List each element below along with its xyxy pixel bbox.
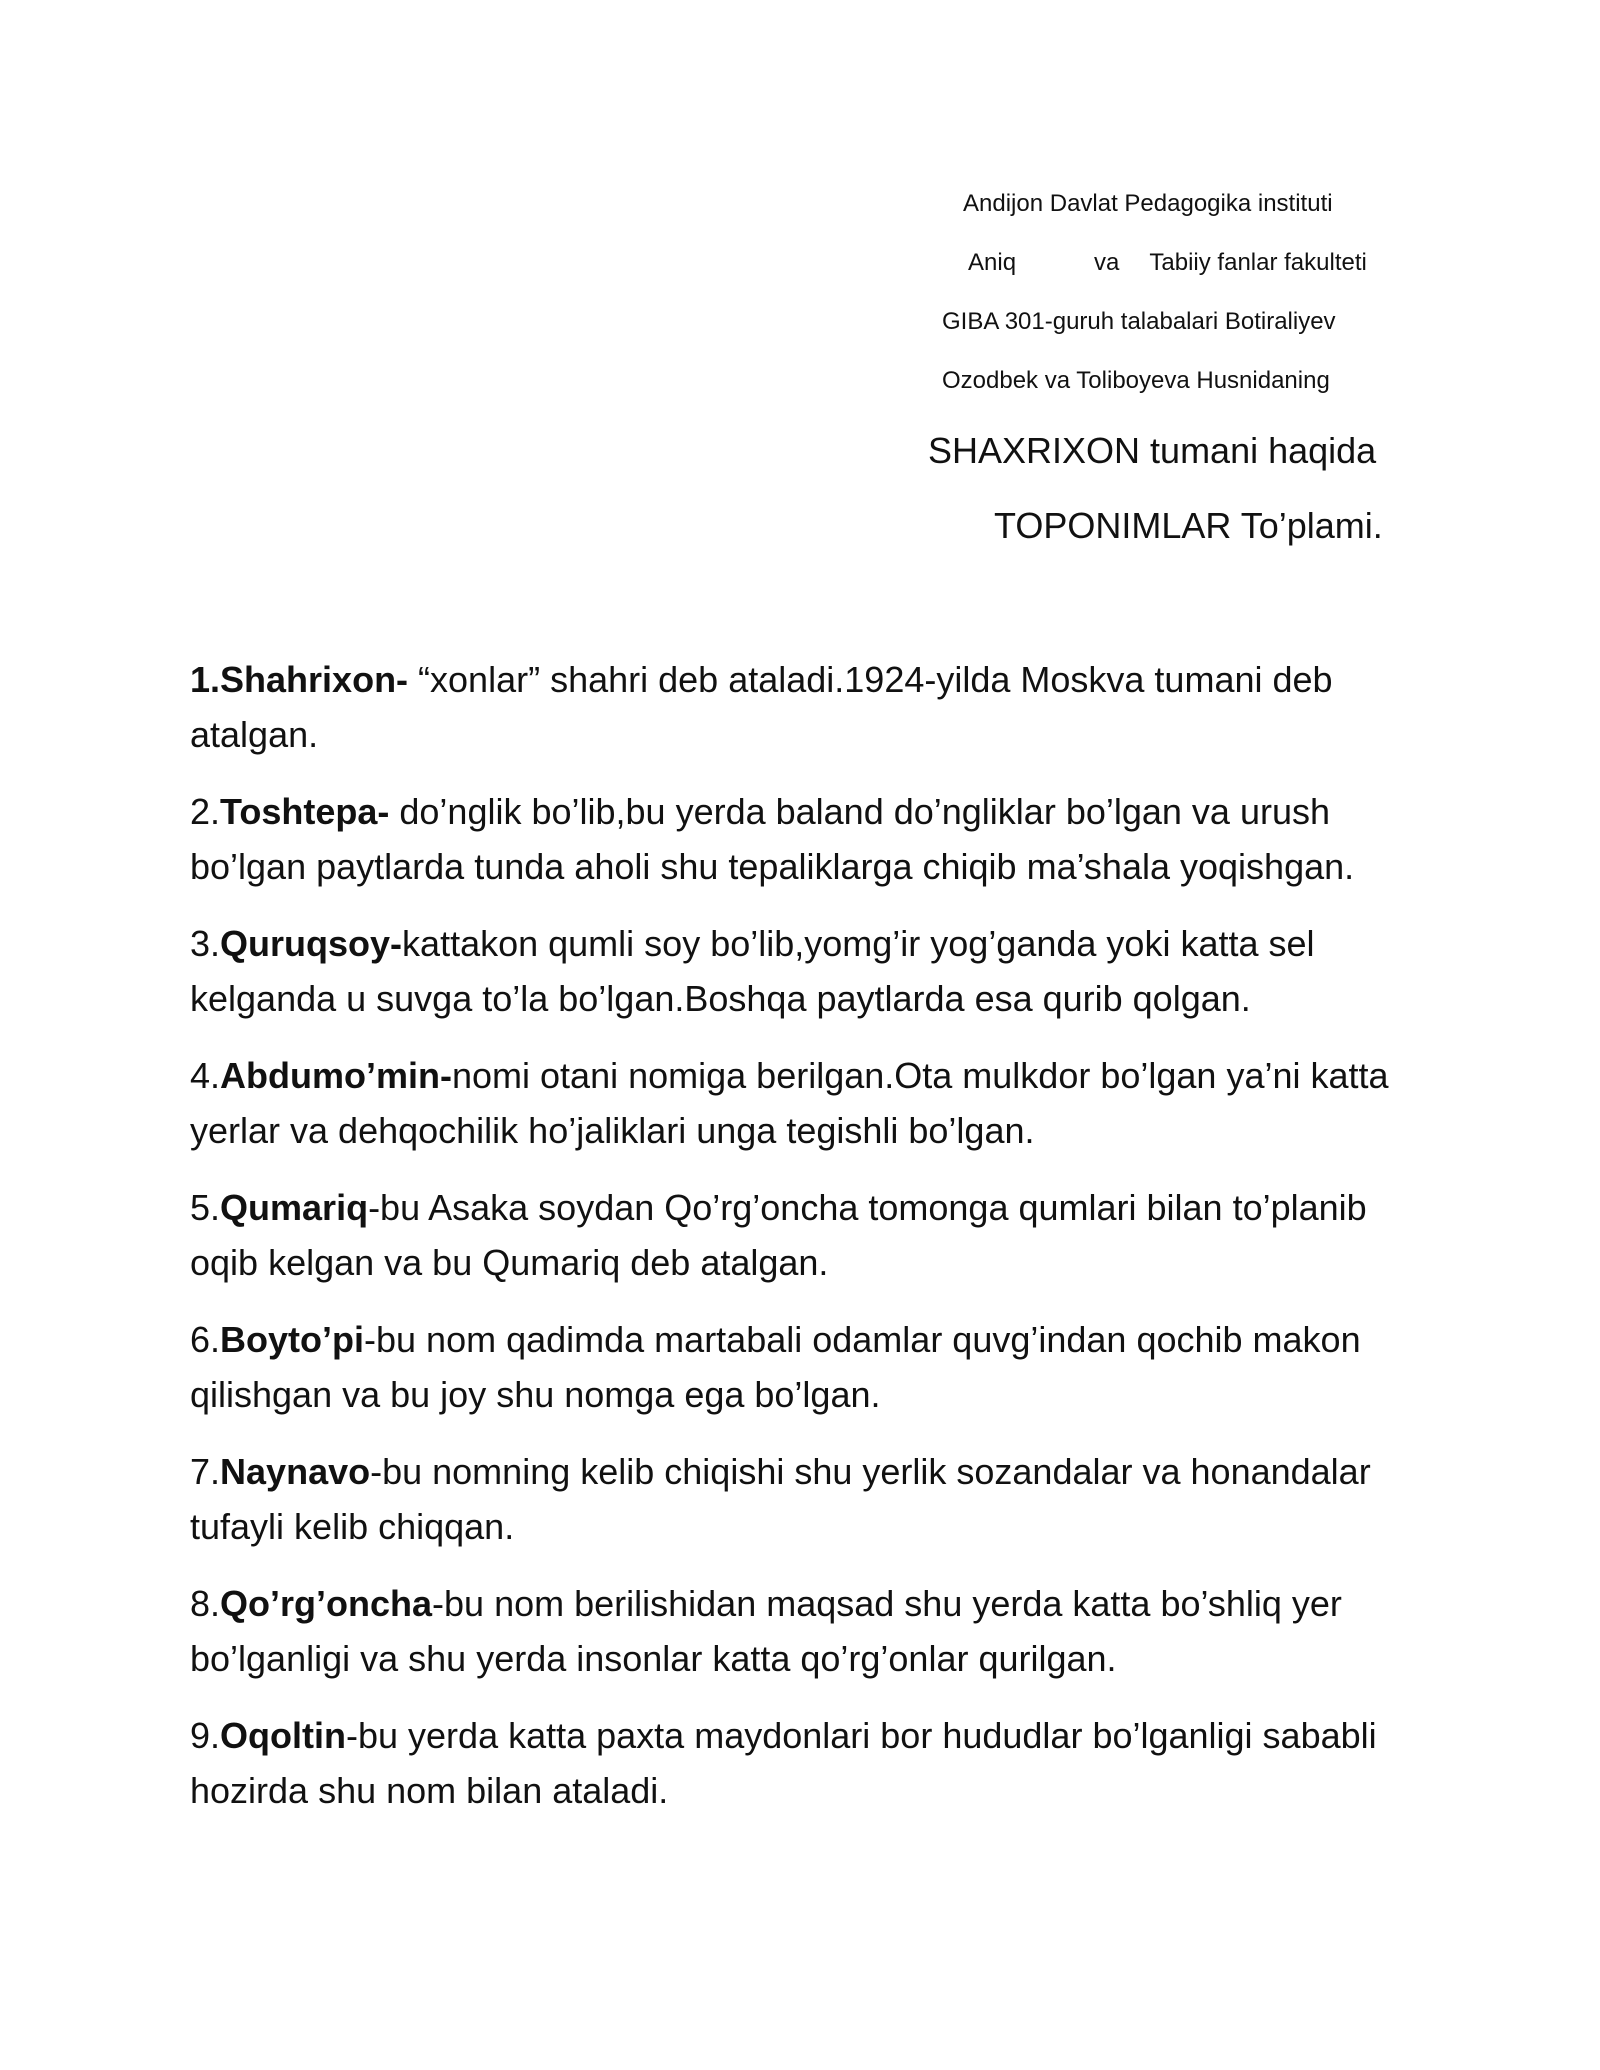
entry-number: 9. <box>190 1715 221 1756</box>
document-title-line-2: TOPONIMLAR To’plami. <box>994 505 1383 546</box>
entry-text: do’nglik bo’lib,bu yerda baland do’ngliklar bo’lgan va urush bo’lgan paytlarda tunda aholi shu tepaliklarga chiqib ma’shala yoqishgan. <box>190 791 1355 887</box>
toponym-entry <box>190 1576 1430 1686</box>
students-line-2: Ozodbek va Toliboyeva Husnidaning <box>942 367 1330 394</box>
faculty-name-part-1: Aniq <box>968 249 1017 276</box>
document-title-line-1: SHAXRIXON tumani haqida <box>928 430 1377 471</box>
entry-number: 5. <box>190 1187 221 1228</box>
toponym-entry <box>190 652 1430 762</box>
entry-text: -bu nomning kelib chiqishi shu yerlik sozandalar va honandalar tufayli kelib chiqqan. <box>190 1451 1371 1547</box>
entry-term: Qo’rg’oncha <box>220 1583 433 1624</box>
faculty-name-part-3: Tabiiy fanlar fakulteti <box>1149 249 1367 276</box>
toponym-entry <box>190 1444 1430 1554</box>
entry-text: -bu yerda katta paxta maydonlari bor hududlar bo’lganligi sababli hozirda shu nom bilan ataladi. <box>190 1715 1377 1811</box>
institute-name: Andijon Davlat Pedagogika instituti <box>963 190 1333 217</box>
entry-number: 4. <box>190 1055 221 1096</box>
entry-number: 8. <box>190 1583 221 1624</box>
toponym-entry <box>190 784 1430 894</box>
toponym-list <box>190 652 1430 1840</box>
entry-term: Oqoltin <box>220 1715 346 1756</box>
entry-number: 6. <box>190 1319 221 1360</box>
entry-term: Abdumo’min- <box>220 1055 452 1096</box>
toponym-entry <box>190 916 1430 1026</box>
toponym-entry <box>190 1312 1430 1422</box>
toponym-entry <box>190 1180 1430 1290</box>
toponym-entry <box>190 1708 1430 1818</box>
entry-term: Toshtepa- <box>220 791 390 832</box>
entry-term: Qumariq <box>220 1187 369 1228</box>
entry-term: Naynavo <box>220 1451 371 1492</box>
entry-term: Quruqsoy- <box>220 923 403 964</box>
entry-term: Shahrixon- <box>220 659 409 700</box>
entry-text: -bu Asaka soydan Qo’rg’oncha tomonga qumlari bilan to’planib oqib kelgan va bu Qumariq deb atalgan. <box>190 1187 1367 1283</box>
entry-number: 7. <box>190 1451 221 1492</box>
entry-text: -bu nom qadimda martabali odamlar quvg’indan qochib makon qilishgan va bu joy shu nomga ega bo’lgan. <box>190 1319 1361 1415</box>
faculty-name-part-2: va <box>1094 249 1120 276</box>
entry-number: 3. <box>190 923 221 964</box>
entry-number: 1. <box>190 659 221 700</box>
students-line-1: GIBA 301-guruh talabalari Botiraliyev <box>942 308 1336 335</box>
faculty-name <box>968 248 1367 278</box>
entry-text: kattakon qumli soy bo’lib,yomg’ir yog’ganda yoki katta sel kelganda u suvga to’la bo’lgan.Boshqa paytlarda esa qurib qolgan. <box>190 923 1315 1019</box>
entry-term: Boyto’pi <box>220 1319 365 1360</box>
entry-text: “xonlar” shahri deb ataladi.1924-yilda Moskva tumani deb atalgan. <box>190 659 1333 755</box>
entry-text: nomi otani nomiga berilgan.Ota mulkdor bo’lgan ya’ni katta yerlar va dehqochilik ho’jaliklari unga tegishli bo’lgan. <box>190 1055 1389 1151</box>
entry-text: -bu nom berilishidan maqsad shu yerda katta bo’shliq yer bo’lganligi va shu yerda insonlar katta qo’rg’onlar qurilgan. <box>190 1583 1342 1679</box>
toponym-entry <box>190 1048 1430 1158</box>
entry-number: 2. <box>190 791 221 832</box>
